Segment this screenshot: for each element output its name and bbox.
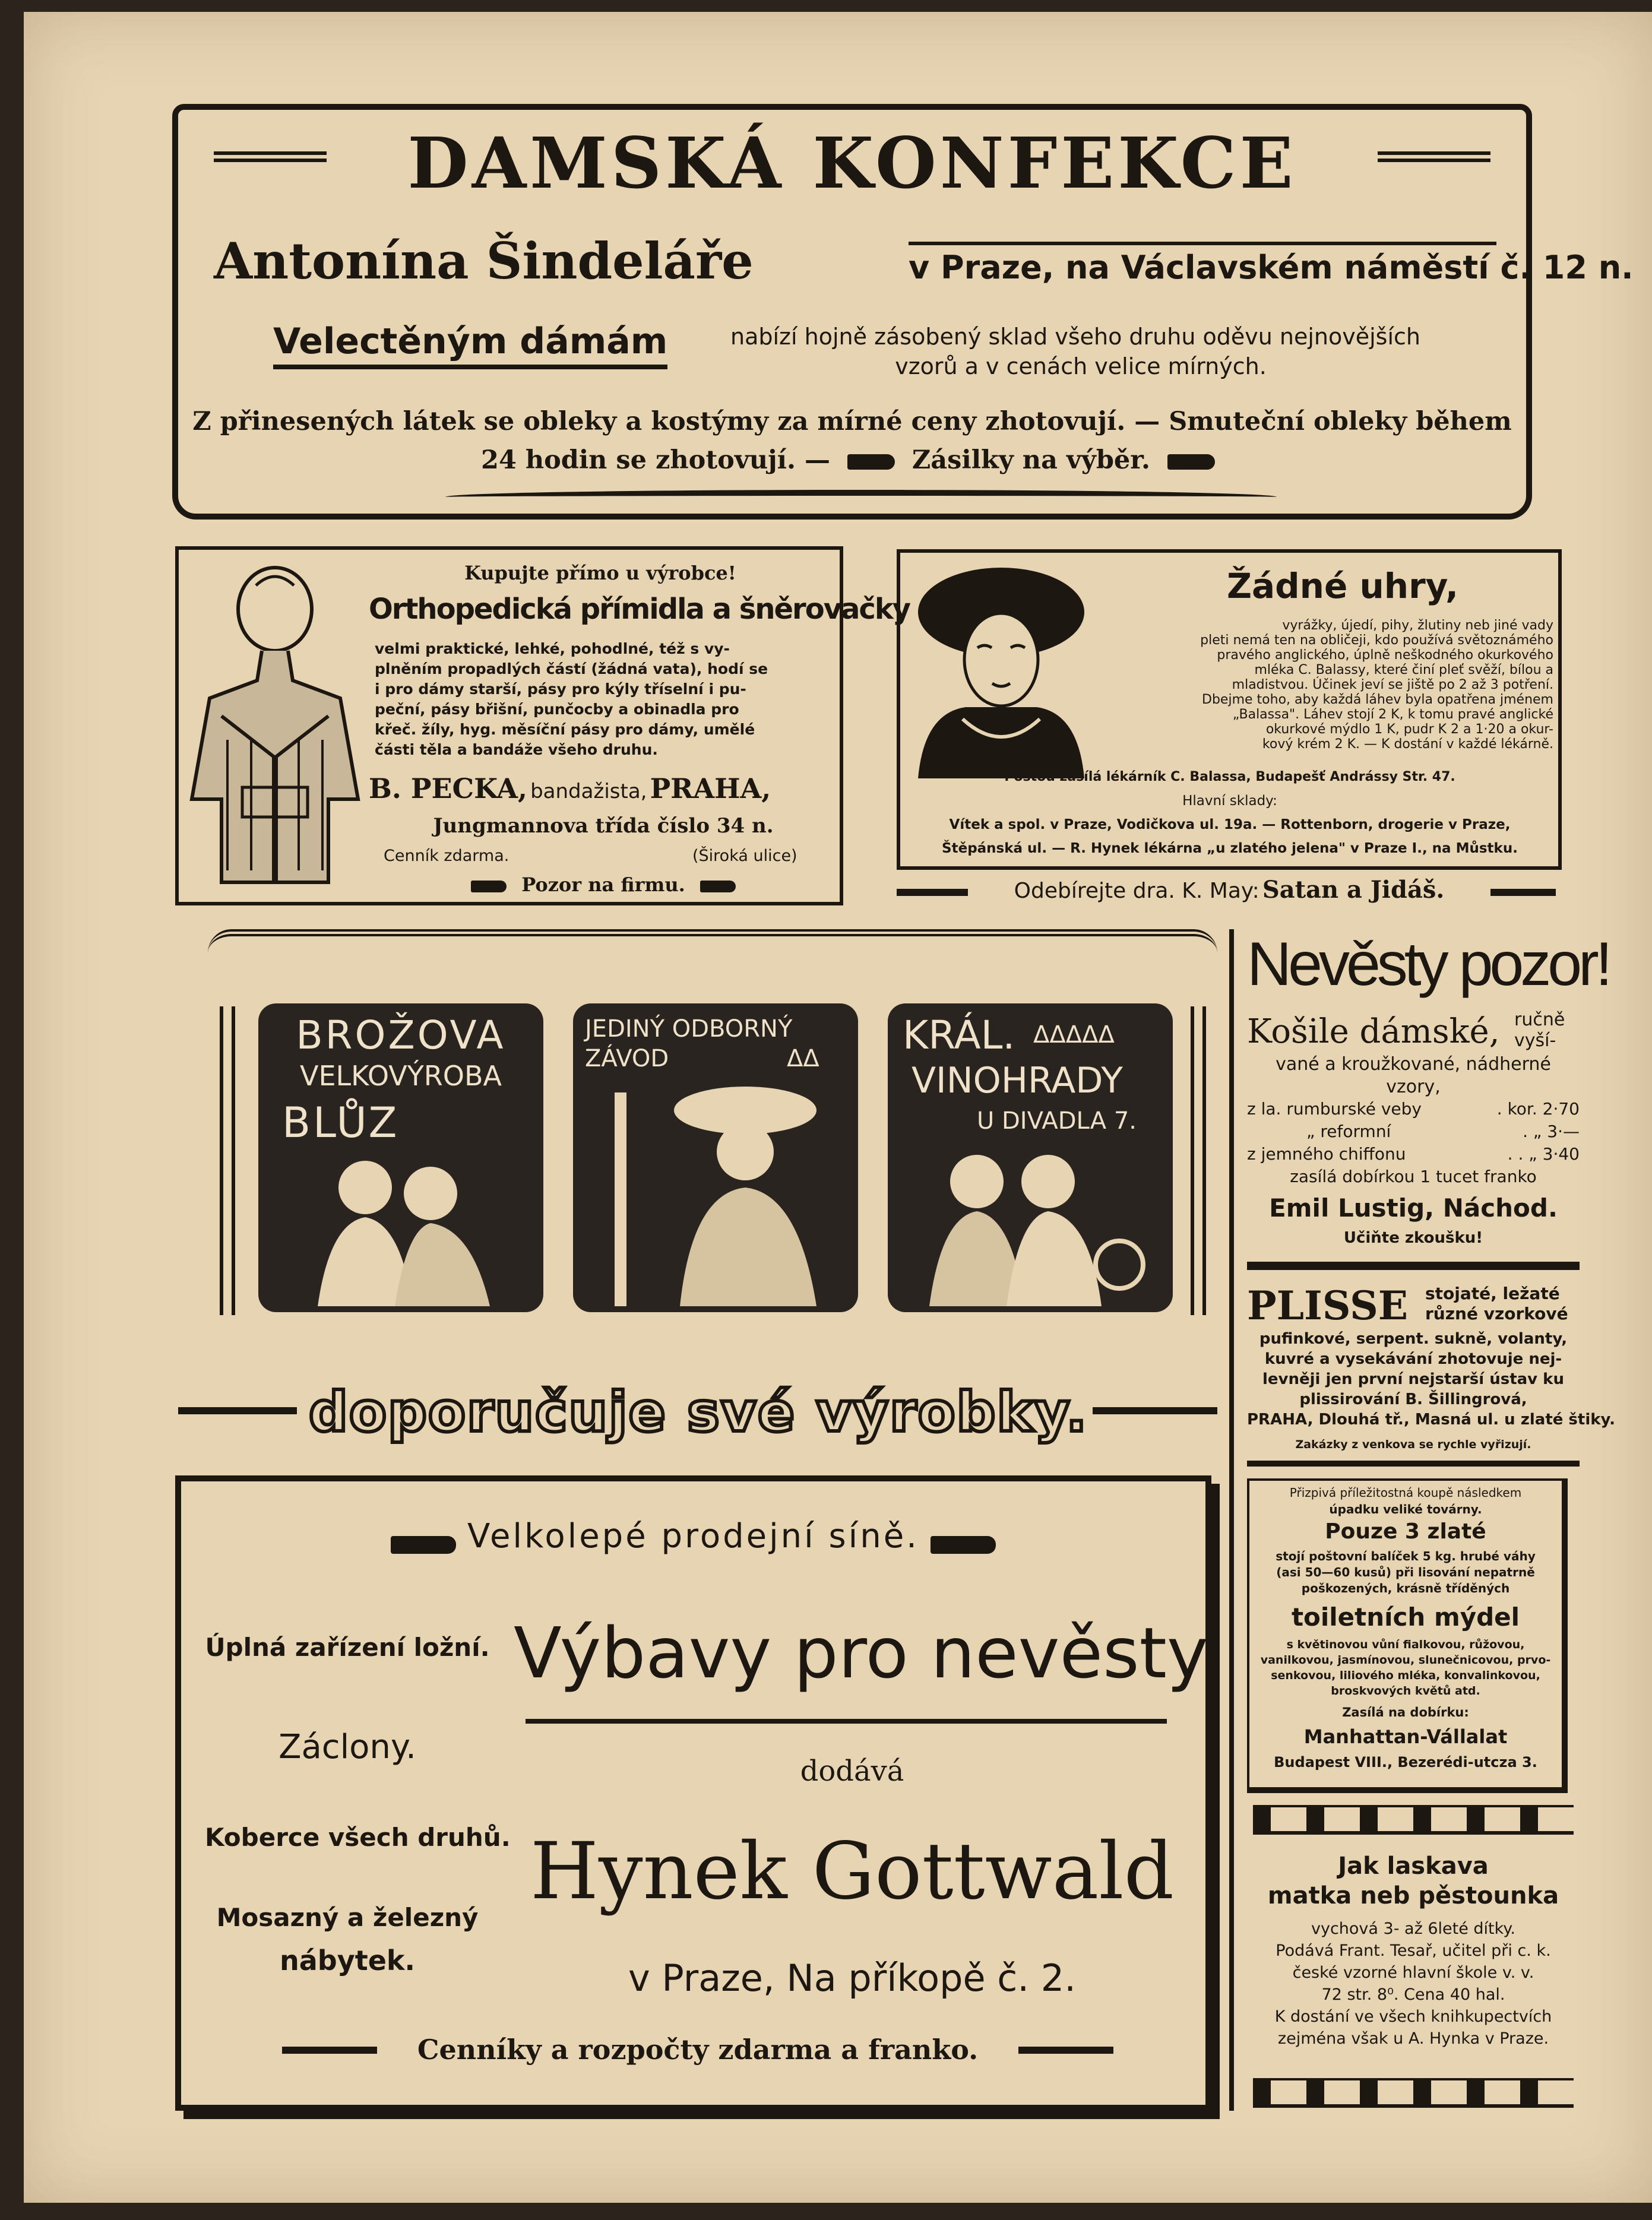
balassa-body-line: Dbejme toho, aby každá láhev byla opatřena jménem bbox=[1202, 692, 1553, 707]
tailoring-line: Z přinesených látek se obleky a kostýmy za mírné ceny zhotovují. — Smuteční obleky během bbox=[192, 407, 1512, 436]
pecka-body-line: velmi praktické, lehké, pohodlné, též s vy- bbox=[375, 640, 730, 657]
shipments-text: Zásilky na výběr. bbox=[912, 445, 1150, 475]
pecka-city: PRAHA, bbox=[650, 772, 771, 805]
panel-brozova-line-1: BROŽOVA bbox=[296, 1012, 506, 1058]
buy-direct-header: Kupujte přímo u výrobce! bbox=[464, 562, 736, 584]
may-ad-text bbox=[968, 876, 1490, 904]
lady-in-hat-illustration bbox=[597, 1081, 846, 1306]
mourning-line bbox=[190, 445, 1514, 475]
pecka-pricelist: Cenník zdarma. bbox=[384, 847, 509, 865]
gottwald-supplies: dodává bbox=[800, 1755, 904, 1788]
tesar-line: 72 str. 8⁰. Cena 40 hal. bbox=[1321, 1985, 1505, 2004]
floral-arch-ornament bbox=[208, 929, 1217, 965]
palmette-ornament bbox=[1253, 2078, 1574, 2108]
gottwald-main-underline bbox=[526, 1719, 1167, 1724]
seamstress-illustration bbox=[294, 1152, 520, 1306]
plisse-body-line: PRAHA, Dlouhá tř., Masná ul. u zlaté štiky. bbox=[1247, 1411, 1615, 1429]
tesar-body bbox=[1247, 1918, 1580, 2050]
pecka-warning bbox=[369, 873, 838, 896]
plisse-body-line: plissirování B. Šillingrová, bbox=[1299, 1391, 1527, 1408]
plisse-types-2: různé vzorkové bbox=[1425, 1304, 1568, 1323]
panel-vinohrady-line-2: VINOHRADY bbox=[912, 1060, 1123, 1101]
pecka-body-line: i pro dámy starší, pásy pro kýly tříselní i pu- bbox=[375, 680, 746, 698]
tesar-line: české vzorné hlavní škole v. v. bbox=[1292, 1964, 1534, 1982]
panel-vinohrady-marks: ΔΔΔΔΔ bbox=[1033, 1021, 1115, 1049]
plisse-orders: Zakázky z venkova se rychle vyřizují. bbox=[1295, 1438, 1531, 1451]
plisse-body-line: pufinkové, serpent. sukně, volanty, bbox=[1259, 1330, 1568, 1348]
workshop-illustration bbox=[912, 1146, 1161, 1306]
may-title: Satan a Jidáš. bbox=[1262, 876, 1445, 904]
owner-name: Antonína Šindeláře bbox=[214, 232, 754, 290]
slogan-rule-right bbox=[1093, 1407, 1217, 1414]
balassa-body bbox=[1126, 618, 1553, 752]
soap-list-4: broskvových květů atd. bbox=[1331, 1684, 1480, 1698]
lustig-row-2-price: . „ 3·— bbox=[1523, 1122, 1580, 1141]
pecka-side-street: (Široká ulice) bbox=[692, 847, 797, 865]
orthopedic-title: Orthopedická přímidla a šněrovačky bbox=[369, 593, 910, 626]
pecka-body-line: křeč. žíly, hyg. měsíční pásy pro dámy, umělé bbox=[375, 721, 755, 738]
pecka-body bbox=[375, 639, 838, 760]
plisse-body-line: kuvré a vysekávání zhotovuje nej- bbox=[1264, 1350, 1562, 1368]
tesar-line: Podává Frant. Tesař, učitel při c. k. bbox=[1276, 1942, 1551, 1960]
panel-jediny-line-2: ZÁVOD bbox=[585, 1045, 669, 1072]
gottwald-header bbox=[181, 1517, 1205, 1556]
panel-vinohrady-line-3: U DIVADLA 7. bbox=[977, 1107, 1137, 1135]
balassa-stores-line-2: Štěpánská ul. — R. Hynek lékárna „u zlatého jelena" v Praze I., na Můstku. bbox=[942, 841, 1518, 856]
palmette-ornament bbox=[1253, 1805, 1574, 1835]
plisse-ad bbox=[1247, 1282, 1615, 1472]
rule-right bbox=[1018, 2047, 1113, 2054]
may-prefix: Odebírejte dra. K. May: bbox=[1014, 879, 1259, 903]
lustig-row-2-label: „ reformní bbox=[1306, 1122, 1391, 1141]
panel-vinohrady bbox=[888, 1003, 1173, 1312]
tesar-ad bbox=[1247, 1852, 1580, 2066]
lustig-embroidered: vyší- bbox=[1514, 1030, 1556, 1051]
soap-list-1: s květinovou vůní fialkovou, růžovou, bbox=[1286, 1638, 1525, 1651]
gottwald-carpets: Koberce všech druhů. bbox=[205, 1823, 511, 1852]
soap-list-2: vanilkovou, jasmínovou, slunečnicovou, prvo- bbox=[1260, 1654, 1551, 1667]
lustig-item: Košile dámské, bbox=[1247, 1012, 1500, 1051]
balassa-body-line: mladistvou. Účinek jeví se jiště po 2 až 3 potření. bbox=[1232, 677, 1553, 692]
lustig-row-1-price: . kor. 2·70 bbox=[1496, 1099, 1580, 1119]
right-column-rule bbox=[1229, 929, 1234, 2111]
plisse-body-line: levněji jen první nejstarší ústav ku bbox=[1262, 1370, 1564, 1388]
title-rule-right bbox=[1378, 151, 1490, 162]
mourning-text: 24 hodin se zhotovují. — bbox=[481, 445, 830, 475]
corset-illustration bbox=[186, 562, 364, 894]
pointing-hand-icon bbox=[471, 881, 507, 892]
pecka-body-line: plněním propadlých částí (žádná vata), hodí se bbox=[375, 660, 768, 677]
ribbon-left bbox=[220, 1006, 235, 1315]
soap-list-3: senkovou, liliového mléka, konvalinkovou, bbox=[1271, 1669, 1540, 1682]
pecka-body-line: peční, pásy břišní, punčocby a obinadla pro bbox=[375, 701, 739, 718]
tesar-title-1: Jak laskava bbox=[1338, 1852, 1489, 1880]
pecka-ad bbox=[175, 546, 910, 905]
tesar-line: zejména však u A. Hynka v Praze. bbox=[1277, 2029, 1549, 2048]
balassa-body-line: pravého anglického, úplně neškodného okurkového bbox=[1217, 648, 1553, 663]
lustig-name: Emil Lustig, Náchod. bbox=[1269, 1193, 1558, 1223]
ornament-bottom bbox=[445, 490, 1277, 504]
pointing-hand-icon bbox=[847, 454, 895, 470]
lustig-ad bbox=[1247, 929, 1609, 1274]
tesar-line: K dostání ve všech knihkupectvích bbox=[1274, 2007, 1552, 2026]
lustig-row-3-price: . . „ 3·40 bbox=[1507, 1144, 1580, 1164]
soap-company: Manhattan-Vállalat bbox=[1303, 1725, 1508, 1748]
pointing-hand-icon bbox=[700, 881, 736, 892]
gottwald-furniture-2: nábytek. bbox=[280, 1945, 415, 1977]
lustig-desc-2: vzory, bbox=[1386, 1076, 1441, 1097]
balassa-body-line: kový krém 2 K. — K dostání v každé lékárně. bbox=[1262, 737, 1553, 752]
balassa-body-line: pleti nemá ten na obličeji, kdo používá světoznámého bbox=[1200, 633, 1553, 648]
balassa-stores-line-1: Vítek a spol. v Praze, Vodičkova ul. 19a. — Rottenborn, drogerie v Praze, bbox=[949, 817, 1511, 832]
rule-right bbox=[1490, 889, 1556, 896]
soap-intro-1: Přizpivá příležitostná koupě následkem bbox=[1289, 1486, 1522, 1500]
lustig-row-3-label: z jemného chiffonu bbox=[1247, 1144, 1406, 1164]
soap-product: toiletních mýdel bbox=[1291, 1603, 1520, 1632]
lustig-hand: ručně bbox=[1514, 1009, 1565, 1030]
balassa-body-line: vyrážky, újedí, pihy, žlutiny neb jiné vady bbox=[1282, 618, 1553, 633]
plisse-title: PLISSE bbox=[1247, 1282, 1409, 1329]
balassa-post: Poštou zasílá lékárník C. Balassa, Budapešť Andrássy Str. 47. bbox=[1004, 769, 1455, 784]
pecka-firm-line bbox=[369, 772, 838, 805]
pecka-warning-text: Pozor na firmu. bbox=[521, 873, 685, 896]
gottwald-main: Výbavy pro nevěsty bbox=[514, 1612, 1208, 1694]
gottwald-name: Hynek Gottwald bbox=[530, 1826, 1175, 1917]
title-rule-left bbox=[214, 151, 327, 162]
offer-line-2: vzorů a v cenách velice mírných. bbox=[895, 353, 1267, 379]
salutation: Velectěným dámám bbox=[273, 321, 667, 369]
rule-left bbox=[897, 889, 968, 896]
panel-jediny bbox=[573, 1003, 858, 1312]
soap-desc-3: poškozených, krásně tříděných bbox=[1301, 1581, 1510, 1595]
newspaper-page bbox=[24, 12, 1652, 2203]
lustig-row-1-label: z la. rumburské veby bbox=[1247, 1099, 1422, 1119]
gottwald-furniture-1: Mosazný a železný bbox=[216, 1903, 479, 1932]
soap-intro-2: úpadku veliké továrny. bbox=[1329, 1502, 1482, 1516]
panel-brozova-line-3: BLŮZ bbox=[282, 1098, 400, 1147]
soap-cod: Zasílá na dobírku: bbox=[1342, 1705, 1469, 1719]
ad-title: DAMSKÁ KONFEKCE bbox=[407, 122, 1297, 204]
tesar-line: vychová 3- až 6leté dítky. bbox=[1311, 1920, 1516, 1938]
soap-desc-1: stojí poštovní balíček 5 kg. hrubé váhy bbox=[1276, 1549, 1536, 1563]
ribbon-right bbox=[1191, 1006, 1206, 1315]
balassa-body-line: okurkové mýdlo 1 K, pudr K 2 a 1·20 a okur- bbox=[1265, 722, 1553, 737]
panel-brozova bbox=[258, 1003, 543, 1312]
no-pimples-title: Žádné uhry, bbox=[1226, 566, 1459, 606]
damska-konfekce-ad bbox=[172, 104, 1634, 520]
soap-address: Budapest VIII., Bezerédi-utcza 3. bbox=[1274, 1754, 1537, 1771]
balassa-body-line: mléka C. Balassy, které činí pleť svěží, bílou a bbox=[1254, 663, 1553, 677]
lustig-try: Učiňte zkoušku! bbox=[1343, 1229, 1483, 1247]
panel-vinohrady-line-1: KRÁL. bbox=[903, 1012, 1015, 1058]
gottwald-header-text: Velkolepé prodejní síně. bbox=[467, 1517, 919, 1556]
pecka-trade: bandažista, bbox=[530, 780, 647, 803]
slogan-rule-left bbox=[178, 1407, 297, 1414]
panel-jediny-line-1: JEDINÝ ODBORNÝ bbox=[585, 1015, 793, 1043]
shop-address: v Praze, na Václavském náměstí č. 12 n. bbox=[909, 242, 1496, 286]
rule-left bbox=[282, 2047, 377, 2054]
tesar-title-2: matka neb pěstounka bbox=[1267, 1882, 1559, 1909]
lustig-desc-1: vané a kroužkované, nádherné bbox=[1276, 1054, 1551, 1075]
gottwald-footer: Cenníky a rozpočty zdarma a franko. bbox=[417, 2034, 979, 2066]
brozova-slogan: doporučuje své výrobky. bbox=[309, 1380, 1088, 1444]
gottwald-bedrooms: Úplná zařízení ložní. bbox=[205, 1633, 490, 1662]
balassa-body-line: „Balassa". Láhev stojí 2 K, k tomu pravé anglické bbox=[1232, 707, 1553, 722]
pointing-hand-icon bbox=[1167, 454, 1215, 470]
pecka-name: B. PECKA, bbox=[369, 772, 527, 805]
brozova-ad bbox=[208, 929, 1217, 1386]
panel-brozova-line-2: VELKOVÝROBA bbox=[300, 1060, 502, 1092]
balassa-stores-label: Hlavní sklady: bbox=[1182, 793, 1277, 809]
gottwald-address: v Praze, Na příkopě č. 2. bbox=[628, 1956, 1076, 2000]
pointing-hand-icon bbox=[931, 1536, 996, 1554]
gottwald-ad bbox=[175, 1475, 1211, 2111]
soap-price: Pouze 3 zlaté bbox=[1325, 1519, 1486, 1544]
gottwald-curtains: Záclony. bbox=[279, 1728, 416, 1766]
lustig-title: Nevěsty pozor! bbox=[1247, 930, 1609, 999]
plisse-types-1: stojaté, ležaté bbox=[1425, 1284, 1560, 1303]
pecka-body-line: části těla a bandáže všeho druhu. bbox=[375, 741, 658, 758]
pecka-street: Jungmannova třída číslo 34 n. bbox=[433, 814, 774, 838]
pointing-hand-icon bbox=[391, 1536, 456, 1554]
divider bbox=[1247, 1461, 1580, 1467]
offer-line-1: nabízí hojně zásobený sklad všeho druhu oděvu nejnovějších bbox=[730, 324, 1421, 350]
may-ad-line bbox=[897, 876, 1562, 911]
plisse-body bbox=[1247, 1329, 1615, 1430]
balassa-ad bbox=[897, 549, 1562, 870]
panel-jediny-marks: ΔΔ bbox=[787, 1045, 819, 1072]
soap-desc-2: (asi 50—60 kusů) při lisování nepatrně bbox=[1276, 1565, 1535, 1579]
divider bbox=[1247, 1262, 1580, 1270]
lady-portrait-illustration bbox=[906, 559, 1096, 778]
lustig-offer: zasílá dobírkou 1 tucet franko bbox=[1290, 1167, 1537, 1186]
soap-ad bbox=[1247, 1478, 1568, 1793]
